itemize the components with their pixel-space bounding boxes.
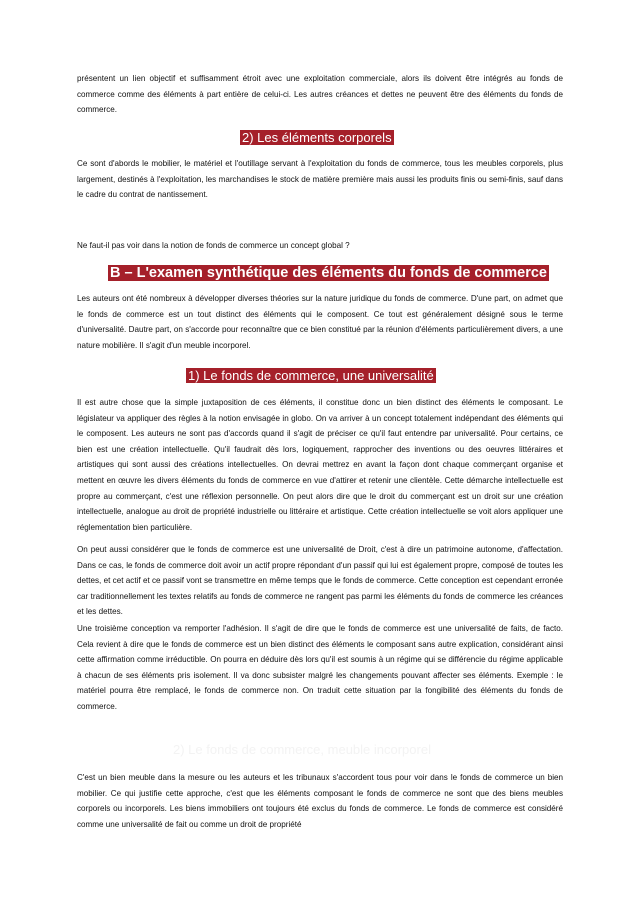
heading-examen-synthetique-text: B – L'examen synthétique des éléments du fonds de commerce	[110, 265, 547, 281]
heading-universalite	[186, 367, 436, 384]
paragraph-juxtaposition: Il est autre chose que la simple juxtaposition de ces éléments, il constitue donc un bien distinct des éléments le composant. Le législateur va appliquer des règles à la notion envisagée in globo. On va arriver à un concept totalement indépendant des éléments qui le composent. Les auteurs ne sont pas d'accords quand il s'agit de préciser ce qu'il faut entendre par universalité. Pour certains, ce bien est une création intellectuelle. Qu'il faudrait dès lors, logiquement, rapprocher des inventions ou des oeuvres littéraires et artistiques qui sont aussi des créations intellectuelles. On devrai mettrez en avant la façon dont chaque commerçant organise et mettent en œuvre les divers éléments du fonds de commerce en vue d'attirer et retenir une clientèle. Cette démarche intellectuelle est propre au commerçant, c'est une réflexion personnelle. On peut alors dire que le droit du commerçant est un droit sur une création intellectuelle, analogue au droit de propriété industrielle ou littéraire et artistique. Cette création intellectuelle se voit alors appliquer une réglementation bien particulière.	[77, 398, 563, 532]
paragraph-question-concept-global: Ne faut-il pas voir dans la notion de fonds de commerce un concept global ?	[77, 241, 350, 250]
heading-universalite-text: 1) Le fonds de commerce, une universalité	[188, 368, 434, 383]
heading-examen-synthetique	[108, 265, 549, 282]
paragraph-troisieme-conception: Une troisième conception va remporter l'adhésion. Il s'agit de dire que le fonds de commerce est une universalité de faits, de facto. Cela revient à dire que le fonds de commerce est un bien distinct des éléments le composant sans autre explication, considérant ainsi cette affirmation comme irréductible. On pourra en déduire dès lors qu'il est soumis à un régime qui se différencie du régime applicable à chacun de ses éléments pris isolement. Il va donc subsister malgré les changements pouvant affecter ses éléments. Exemple : le matériel pourra être remplacé, le fonds de commerce non. On traduit cette situation par la fongibilité des éléments du fonds de commerce.	[77, 624, 563, 711]
heading-elements-corporels-text: 2) Les éléments corporels	[242, 130, 392, 145]
paragraph-bien-meuble: C'est un bien meuble dans la mesure ou les auteurs et les tribunaux s'accordent tous pour voir dans le fonds de commerce un bien mobilier. Ce qui justifie cette approche, c'est que les éléments composant le fonds de commerce ne sont que des biens meubles corporels ou incorporels. Les biens immobiliers ont toujours été exclus du fonds de commerce. Le fonds de commerce est considéré comme une universalité de fait ou comme un droit de propriété	[77, 773, 563, 829]
heading-meuble-incorporel: 2) Le fonds de commerce, meuble incorporel	[173, 742, 431, 757]
paragraph-auteurs-theories: Les auteurs ont été nombreux à développer diverses théories sur la nature juridique du fonds de commerce. D'une part, on admet que le fonds de commerce est un tout distinct des éléments qui le composent. Ce tout est généralement désigné sous le terme d'universalité. Dautre part, on s'accorde pour reconnaître que ce bien constitué par la réunion d'éléments particulièrement divers, a une nature mobilière. Il s'agit d'un meuble incorporel.	[77, 294, 563, 350]
paragraph-universalite-droit: On peut aussi considérer que le fonds de commerce est une universalité de Droit, c'est à dire un patrimoine autonome, d'affectation. Dans ce cas, le fonds de commerce doit avoir un actif propre répondant d'un passif qui lui est également propre, composé de toutes les dettes, et cet actif et ce passif vont se transmettre en même temps que le fonds de commerce. Cette conception est cependant erronée car traditionnellement les textes relatifs au fonds de commerce ne rangent pas parmi les éléments du fonds de commerce les créances et les dettes.	[77, 545, 563, 617]
paragraph-creances: présentent un lien objectif et suffisamment étroit avec une exploitation commerciale, alors ils doivent être intégrés au fonds de commerce comme des éléments à part entière de celui-ci. Les autres créances et dettes ne peuvent être des éléments du fonds de commerce.	[77, 74, 563, 115]
paragraph-elements-corporels: Ce sont d'abords le mobilier, le matériel et l'outillage servant à l'exploitation du fonds de commerce, tous les meubles corporels, plus largement, destinés à l'exploitation, les marchandises le stock de matière première mais aussi les produits finis ou semi-finis, sauf dans le cadre du contrat de nantissement.	[77, 159, 563, 200]
heading-elements-corporels	[240, 129, 394, 146]
